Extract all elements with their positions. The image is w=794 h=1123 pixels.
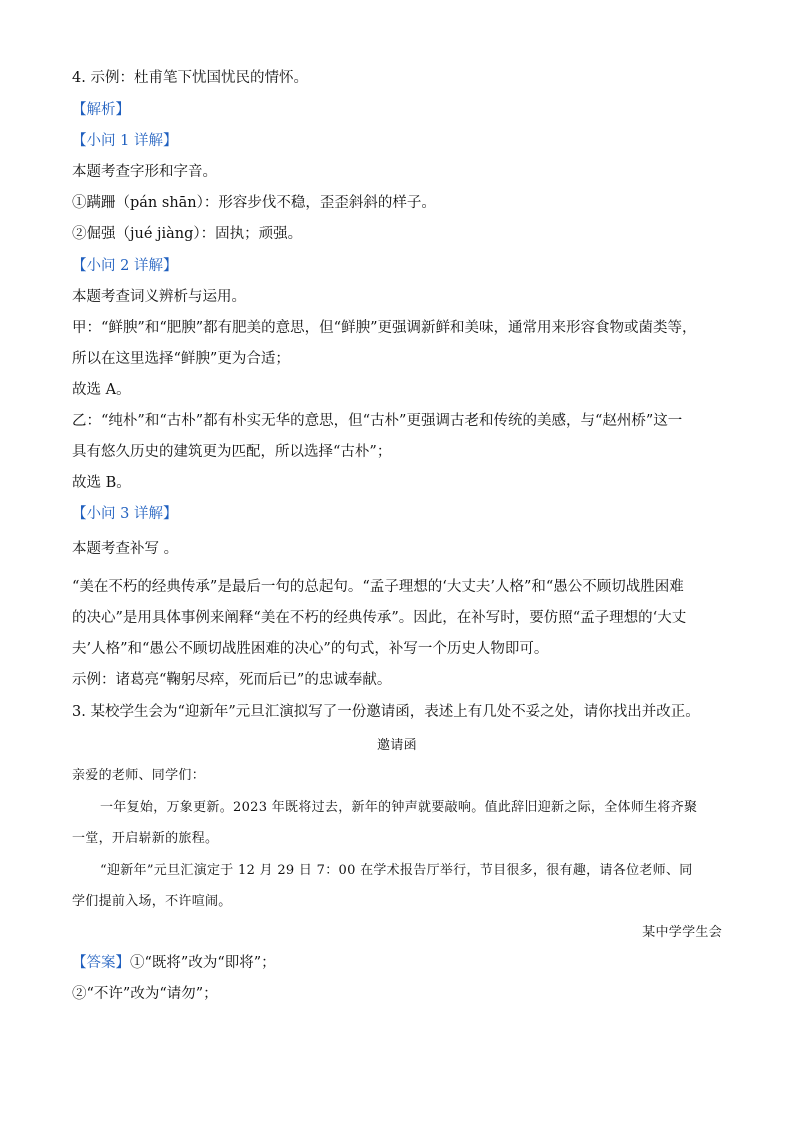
text-line: “美在不朽的经典传承”是最后一句的总起句。“孟子理想的‘大丈夫’人格”和“愚公不顾切战胜困难 [72,579,684,595]
letter-signature: 某中学学生会 [642,925,722,940]
letter-paragraph-2: “迎新年”元旦汇演定于 12 月 29 日 7：00 在学术报告厅举行，节目很多，很有趣，请各位老师、同 [100,863,693,878]
text-line: ②倔强（jué jiàng）：固执；顽强。 [72,226,303,242]
letter-paragraph-1: 一年复始，万象更新。2023 年既将过去，新年的钟声就要敲响。值此辞旧迎新之际，全体师生将齐聚 [100,800,698,815]
text-line: 的决心”是用具体事例来阐释“美在不朽的经典传承”。因此，在补写时，要仿照“孟子理想的‘大丈 [72,610,687,626]
letter-title: 邀请函 [377,738,417,753]
text-line: ①蹒跚（pán shān）：形容步伐不稳，歪歪斜斜的样子。 [72,195,436,211]
letter-greeting: 亲爱的老师、同学们： [72,768,206,783]
text-line: 示例：诸葛亮“鞠躬尽瘁，死而后已”的忠诚奉献。 [72,672,392,688]
text-line: 4. 示例：杜甫笔下忧国忧民的情怀。 [72,70,308,86]
text-line: 所以在这里选择“鲜腴”更为合适； [72,351,290,367]
subquestion-3-heading: 【小问 3 详解】 [72,506,178,522]
answer-line-1 [72,953,732,973]
answer-item-2: ②“不许”改为“请勿”； [72,986,218,1002]
text-line: 本题考查词义辨析与运用。 [72,289,246,305]
text-line: 乙：“纯朴”和“古朴”都有朴实无华的意思，但“古朴”更强调古老和传统的美感，与“赵州桥”这一 [72,413,683,429]
question-3-prompt: 3. 某校学生会为“迎新年”元旦汇演拟写了一份邀请函，表述上有几处不妥之处，请你找出并改正。 [72,704,700,720]
text-line: 故选 A。 [72,382,131,398]
text-line: 本题考查补写 。 [72,541,179,557]
subquestion-2-heading: 【小问 2 详解】 [72,258,178,274]
text-line: 甲：“鲜腴”和“肥腴”都有肥美的意思，但“鲜腴”更强调新鲜和美味，通常用来形容食物或菌类等， [72,320,697,336]
answer-tag: 【答案】 [72,955,130,971]
answer-item-1: ①“既将”改为“即将”； [130,955,276,971]
text-line: 故选 B。 [72,475,131,491]
text-line: 具有悠久历史的建筑更为匹配，所以选择“古朴”； [72,444,392,460]
letter-paragraph-1-cont: 一堂，开启崭新的旅程。 [72,831,219,846]
text-line: 夫’人格”和“愚公不顾切战胜困难的决心”的句式，补写一个历史人物即可。 [72,641,549,657]
letter-paragraph-2-cont: 学们提前入场，不许喧闹。 [72,894,232,909]
text-line: 本题考查字形和字音。 [72,164,217,180]
analysis-tag: 【解析】 [72,102,130,118]
subquestion-1-heading: 【小问 1 详解】 [72,133,178,149]
